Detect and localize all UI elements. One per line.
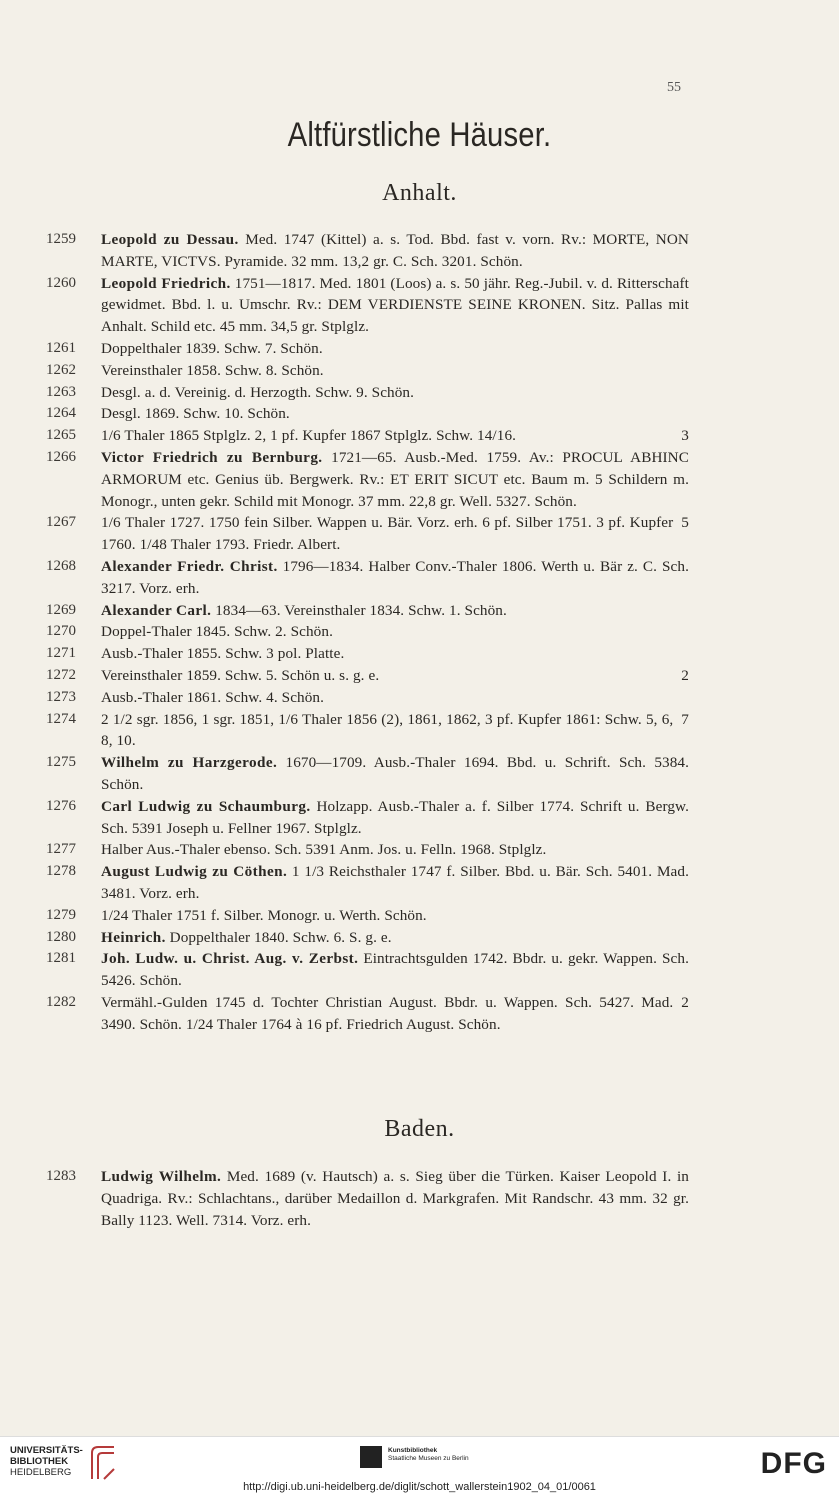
catalog-entry <box>0 360 839 382</box>
entry-description: Holzapp. Ausb.-Thaler a. f. Silber 1774. Schrift u. Bergw. Sch. 5391 Joseph u. Fellner 1967. Stplglz. <box>101 797 690 837</box>
catalog-entry <box>0 403 839 425</box>
catalog-entry <box>0 643 839 665</box>
entry-body <box>101 273 689 338</box>
entry-number: 1281 <box>46 950 76 967</box>
catalog-entry <box>0 1166 839 1231</box>
entry-body <box>101 382 689 404</box>
entry-number: 1280 <box>46 928 76 945</box>
entry-description: 1/24 Thaler 1751 f. Silber. Monogr. u. Werth. Schön. <box>101 906 427 924</box>
entry-body <box>101 796 689 840</box>
entry-body <box>101 839 689 861</box>
entry-description: Eintrachtsgulden 1742. Bbdr. u. gekr. Wappen. Sch. 5426. Schön. <box>101 950 689 990</box>
entry-number: 1282 <box>46 993 76 1010</box>
entry-description: 1/6 Thaler 1727. 1750 fein Silber. Wappen u. Bär. Vorz. erh. 6 pf. Silber 1751. 3 pf. Kupfer 1760. 1/48 Thaler 1793. Friedr. Albert. <box>101 514 674 554</box>
entry-number: 1259 <box>46 231 76 247</box>
page-title: Altfürstliche Häuser. <box>287 116 552 154</box>
entry-number: 1272 <box>46 666 76 683</box>
entry-number: 1265 <box>46 427 76 444</box>
catalog-entry <box>0 273 839 338</box>
entry-description: 1/6 Thaler 1865 Stplglz. 2, 1 pf. Kupfer 1867 Stplglz. Schw. 14/16. <box>101 427 517 445</box>
catalog-entry <box>0 927 839 949</box>
entry-body <box>101 927 689 949</box>
kunstbibliothek-logo-icon <box>360 1446 382 1468</box>
catalog-entry <box>0 621 839 643</box>
entry-ruler-name: Leopold zu Dessau. <box>101 231 239 248</box>
catalog-entry <box>0 600 839 622</box>
ub-logo-line1: UNIVERSITÄTS- <box>10 1445 83 1456</box>
entry-number: 1266 <box>46 448 76 465</box>
ub-logo-line2: BIBLIOTHEK <box>10 1456 69 1467</box>
entry-list-baden <box>0 1166 839 1231</box>
page-number: 55 <box>667 80 681 95</box>
entry-number: 1277 <box>46 841 76 858</box>
lot-count: 2 <box>681 666 689 684</box>
entry-ruler-name: Alexander Friedr. Christ. <box>101 557 278 575</box>
entry-body <box>101 338 689 360</box>
entry-body <box>101 861 689 905</box>
entry-description: Med. 1747 (Kittel) a. s. Tod. Bbd. fast v. vorn. Rv.: MORTE, NON MARTE, VICTVS. Pyramide. 32 mm. 13,2 gr. C. Sch. 3201. Schön. <box>101 231 689 270</box>
entry-number: 1268 <box>46 557 76 574</box>
entry-ruler-name: Alexander Carl. <box>101 601 212 619</box>
entry-description: 1834—63. Vereinsthaler 1834. Schw. 1. Schön. <box>211 601 507 619</box>
entry-description: Vereinsthaler 1859. Schw. 5. Schön u. s. g. e. <box>101 666 380 684</box>
entry-body <box>101 360 689 382</box>
catalog-entry <box>0 948 839 992</box>
entry-body <box>101 752 689 796</box>
entry-body <box>101 425 689 447</box>
entry-number: 1276 <box>46 797 76 814</box>
ub-logo-line3: HEIDELBERG <box>10 1467 72 1478</box>
entry-ruler-name: Joh. Ludw. u. Christ. Aug. v. Zerbst. <box>101 950 359 968</box>
entry-number: 1283 <box>46 1168 76 1184</box>
entry-body <box>101 512 689 556</box>
entry-body <box>101 447 689 512</box>
catalog-entry <box>0 796 839 840</box>
entry-body <box>101 709 689 753</box>
entry-body <box>101 905 689 927</box>
catalog-entry <box>0 338 839 360</box>
entry-description: Vereinsthaler 1858. Schw. 8. Schön. <box>101 361 324 379</box>
entry-description: 1 1/3 Reichsthaler 1747 f. Silber. Bbd. u. Bär. Sch. 5401. Mad. 3481. Vorz. erh. <box>101 863 689 902</box>
kb-logo-line1: Kunstbibliothek <box>388 1447 438 1454</box>
ub-emblem-icon <box>88 1443 118 1483</box>
catalog-entry <box>0 447 839 512</box>
entry-description: Doppel-Thaler 1845. Schw. 2. Schön. <box>101 623 333 641</box>
entry-ruler-name: Carl Ludwig zu Schaumburg. <box>101 797 311 815</box>
catalog-entry <box>0 709 839 753</box>
entry-number: 1278 <box>46 863 76 880</box>
entry-ruler-name: Victor Friedrich zu Bernburg. <box>101 448 323 466</box>
entry-description: Vermähl.-Gulden 1745 d. Tochter Christian August. Bbdr. u. Wappen. Sch. 5427. Mad. 3490. Schön. 1/24 Thaler 1764 à 16 pf. Friedrich August. Schön. <box>101 993 674 1033</box>
section-heading-anhalt: Anhalt. <box>382 180 457 206</box>
lot-count: 2 <box>681 993 689 1011</box>
catalog-entry <box>0 556 839 600</box>
entry-number: 1279 <box>46 906 76 923</box>
section-heading-baden: Baden. <box>384 1116 455 1142</box>
entry-description: Doppelthaler 1839. Schw. 7. Schön. <box>101 339 323 357</box>
entry-ruler-name: Heinrich. <box>101 928 166 946</box>
entry-ruler-name: August Ludwig zu Cöthen. <box>101 863 288 881</box>
lot-count: 5 <box>681 514 689 532</box>
catalog-entry <box>0 905 839 927</box>
entry-description: 1796—1834. Halber Conv.-Thaler 1806. Werth u. Bär z. C. Sch. 3217. Vorz. erh. <box>101 557 689 597</box>
catalog-entry <box>0 861 839 905</box>
entry-body <box>101 403 689 425</box>
entry-number: 1262 <box>46 361 76 378</box>
entry-description: Doppelthaler 1840. Schw. 6. S. g. e. <box>165 928 392 946</box>
entry-number: 1269 <box>46 601 76 618</box>
entry-description: 1751—1817. Med. 1801 (Loos) a. s. 50 jähr. Reg.-Jubil. v. d. Ritterschaft gewidmet. Bbd. l. u. Umschr. Rv.: DEM VERDIENSTE SEINE KRONEN. Sitz. Pallas mit Anhalt. Schild etc. 45 mm. 34,5 gr. Stplglz. <box>101 274 690 336</box>
entry-body <box>101 992 689 1036</box>
entry-ruler-name: Ludwig Wilhelm. <box>101 1168 222 1185</box>
entry-description: Halber Aus.-Thaler ebenso. Sch. 5391 Anm. Jos. u. Felln. 1968. Stplglz. <box>101 841 547 859</box>
ub-heidelberg-logo[interactable] <box>10 1445 83 1478</box>
entry-description: 1670—1709. Ausb.-Thaler 1694. Bbd. u. Schrift. Sch. 5384. Schön. <box>101 754 689 793</box>
lot-count: 3 <box>681 427 689 445</box>
entry-number: 1263 <box>46 383 76 400</box>
entry-number: 1267 <box>46 514 76 531</box>
entry-body <box>101 948 689 992</box>
kunstbibliothek-logo[interactable] <box>388 1447 469 1463</box>
catalog-entry <box>0 752 839 796</box>
entry-number: 1271 <box>46 645 76 662</box>
entry-body <box>101 687 689 709</box>
catalog-entry <box>0 382 839 404</box>
catalog-entry <box>0 425 839 447</box>
catalog-entry <box>0 512 839 556</box>
entry-description: 2 1/2 sgr. 1856, 1 sgr. 1851, 1/6 Thaler 1856 (2), 1861, 1862, 3 pf. Kupfer 1861: Schw. 5, 6, 8, 10. <box>101 710 674 750</box>
entry-description: Desgl. a. d. Vereinig. d. Herzogth. Schw. 9. Schön. <box>101 383 415 401</box>
permalink-url[interactable]: http://digi.ub.uni-heidelberg.de/diglit/schott_wallerstein1902_04_01/0061 <box>243 1481 596 1493</box>
entry-number: 1273 <box>46 688 76 705</box>
entry-description: Desgl. 1869. Schw. 10. Schön. <box>101 405 290 423</box>
entry-body <box>101 621 689 643</box>
kb-logo-line2: Staatliche Museen zu Berlin <box>388 1455 469 1462</box>
entry-description: Ausb.-Thaler 1855. Schw. 3 pol. Platte. <box>101 645 345 663</box>
entry-number: 1270 <box>46 623 76 640</box>
entry-description: Med. 1689 (v. Hautsch) a. s. Sieg über die Türken. Kaiser Leopold I. in Quadriga. Rv.: Schlachtans., darüber Medaillon d. Markgrafen. Mit Randschr. 43 mm. 32 gr. Bally 1123. Well. 7314. Vorz. erh. <box>101 1168 689 1229</box>
lot-count: 7 <box>681 710 689 728</box>
entry-body <box>101 1166 689 1231</box>
entry-ruler-name: Wilhelm zu Harzgerode. <box>101 754 278 772</box>
entry-number: 1264 <box>46 405 76 422</box>
entry-description: Ausb.-Thaler 1861. Schw. 4. Schön. <box>101 688 325 706</box>
catalog-entry <box>0 992 839 1036</box>
entry-description: 1721—65. Ausb.-Med. 1759. Av.: PROCUL ABHINC ARMORUM etc. Genius üb. Bergwerk. Rv.: ET ERIT SICUT etc. Baum m. 5 Schildern m. Monogr., unten gekr. Schild mit Monogr. 37 mm. 22,8 gr. Well. 5327. Schön. <box>101 448 689 510</box>
entry-body <box>101 556 689 600</box>
catalog-entry <box>0 839 839 861</box>
entry-number: 1274 <box>46 710 76 727</box>
entry-body <box>101 229 689 273</box>
catalog-entry <box>0 687 839 709</box>
entry-list-anhalt <box>0 229 839 1035</box>
entry-number: 1275 <box>46 754 76 771</box>
entry-number: 1261 <box>46 339 76 356</box>
entry-body <box>101 643 689 665</box>
entry-body <box>101 665 689 687</box>
footer-bar <box>0 1436 839 1497</box>
entry-number: 1260 <box>46 274 76 291</box>
dfg-logo[interactable]: DFG <box>760 1447 827 1480</box>
catalog-entry <box>0 229 839 273</box>
entry-body <box>101 600 689 622</box>
catalog-entry <box>0 665 839 687</box>
entry-ruler-name: Leopold Friedrich. <box>101 274 231 292</box>
